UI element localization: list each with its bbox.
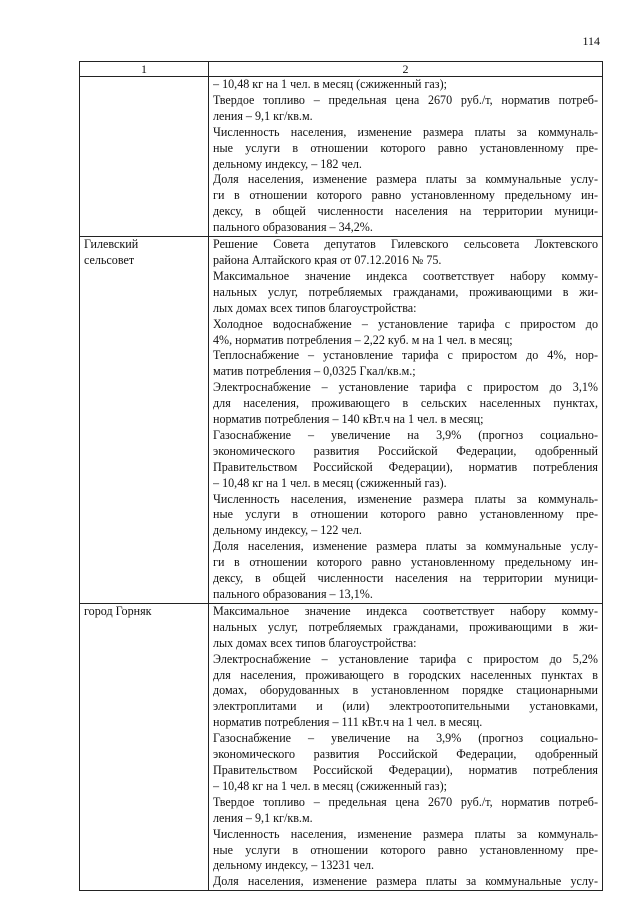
description-line: Решение Совета депутатов Гилевского сельсовета Локтевского [213,237,598,252]
municipality-name-cell [80,77,209,237]
description-line: дельному индексу, – 122 чел. [213,523,362,538]
description-line: Электроснабжение – установление тарифа с приростом до 3,1% [213,380,598,395]
municipality-name-line: Гилевский [84,237,139,252]
page-number: 114 [582,34,600,48]
description-line: домах, оборудованных в установленном порядке стационарными [213,683,598,698]
description-line: ления – 9,1 кг/кв.м. [213,810,313,825]
description-line: ные услуги в отношении которого равно установленному пре- [213,842,598,857]
description-line: Твердое топливо – предельная цена 2670 руб./т, норматив потреб- [213,92,598,107]
description-line: ги в отношении которого равно установленному предельному ин- [213,555,598,570]
description-line: – 10,48 кг на 1 чел. в месяц (сжиженный газ). [213,475,447,490]
description-line: Численность населения, изменение размера платы за коммуналь- [213,124,598,139]
description-line: дексу, в общей численности населения на территории муници- [213,204,598,219]
description-line: Холодное водоснабжение – установление тарифа с приростом до [213,316,598,331]
description-line: Правительством Российской Федерации), норматив потребления [213,459,598,474]
description-line: Доля населения, изменение размера платы за коммунальные услу- [213,874,598,889]
description-line: лых домах всех типов благоустройства: [213,300,417,315]
description-line: дексу, в общей численности населения на территории муници- [213,571,598,586]
description-line: Теплоснабжение – установление тарифа с приростом до 4%, нор- [213,348,598,363]
description-line: Электроснабжение – установление тарифа с приростом до 5,2% [213,651,598,666]
description-line: Численность населения, изменение размера платы за коммуналь- [213,826,598,841]
table-header-row [80,62,603,77]
description-line: Правительством Российской Федерации), норматив потребления [213,762,598,777]
description-cell [209,77,603,237]
description-line: пального образования – 13,1%. [213,587,373,601]
description-line: ные услуги в отношении которого равно установленному пре- [213,507,598,522]
description-line: пального образования – 34,2%. [213,220,373,235]
description-line: Доля населения, изменение размера платы за коммунальные услу- [213,172,598,187]
description-line: ления – 9,1 кг/кв.м. [213,108,313,123]
description-line: дельному индексу, – 13231 чел. [213,858,375,873]
description-line: для населения, проживающего в сельских населенных пунктах, [213,396,598,411]
municipality-name-cell [80,603,209,890]
municipality-name-line: город Горняк [84,603,152,618]
description-line: норматив потребления – 140 кВт.ч на 1 чел. в месяц; [213,412,484,427]
description-line: Газоснабжение – увеличение на 3,9% (прогноз социально- [213,731,598,746]
description-line: нальных услуг, потребляемых гражданами, проживающими в жи- [213,619,598,634]
description-line: электроплитами и (или) электроотопительными установками, [213,699,598,714]
description-line: Максимальное значение индекса соответствует набору комму- [213,603,598,618]
description-line: дельному индексу, – 182 чел. [213,156,362,171]
column-header-1: 1 [80,62,209,77]
description-line: лых домах всех типов благоустройства: [213,635,417,650]
description-line: Численность населения, изменение размера платы за коммуналь- [213,491,598,506]
description-line: – 10,48 кг на 1 чел. в месяц (сжиженный газ); [213,77,447,91]
description-line: района Алтайского края от 07.12.2016 № 75. [213,252,442,267]
table-row [80,603,603,890]
description-cell [209,237,603,604]
municipality-name-cell [80,237,209,604]
column-header-2: 2 [209,62,603,77]
table-row [80,237,603,604]
description-line: 4%, норматив потребления – 2,22 куб. м на 1 чел. в месяц; [213,332,513,347]
description-line: для населения, проживающего в городских населенных пунктах в [213,667,598,682]
description-line: нальных услуг, потребляемых гражданами, проживающими в жи- [213,284,598,299]
table-row [80,77,603,237]
tariff-table [79,61,603,891]
description-cell [209,603,603,890]
description-line: ные услуги в отношении которого равно установленному пре- [213,140,598,155]
description-line: экономического развития Российской Федерации, одобренный [213,747,598,762]
description-line: экономического развития Российской Федерации, одобренный [213,443,598,458]
description-line: матив потребления – 0,0325 Гкал/кв.м.; [213,364,416,379]
description-line: норматив потребления – 111 кВт.ч на 1 чел. в месяц. [213,715,483,730]
description-line: Твердое топливо – предельная цена 2670 руб./т, норматив потреб- [213,794,598,809]
table-body [80,77,603,891]
municipality-name-line: сельсовет [84,252,135,267]
description-line: ги в отношении которого равно установленному предельному ин- [213,188,598,203]
description-line: Максимальное значение индекса соответствует набору комму- [213,268,598,283]
description-line: Доля населения, изменение размера платы за коммунальные услу- [213,539,598,554]
description-line: – 10,48 кг на 1 чел. в месяц (сжиженный газ); [213,778,447,793]
description-line: Газоснабжение – увеличение на 3,9% (прогноз социально- [213,427,598,442]
